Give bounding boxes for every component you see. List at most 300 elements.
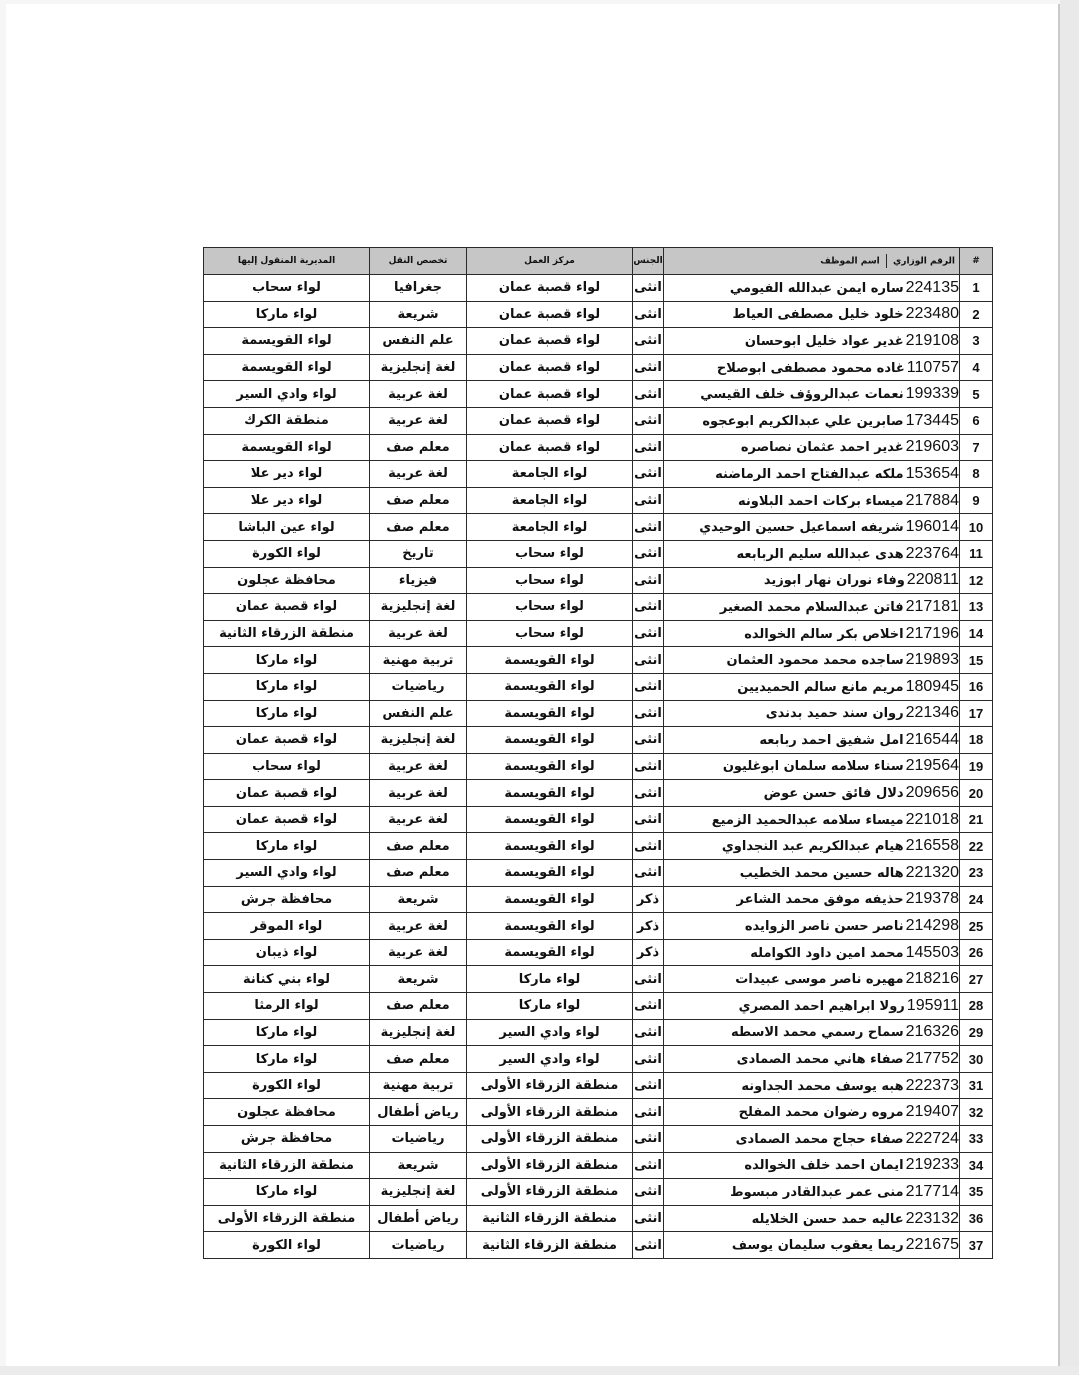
row-index: 5 [960, 381, 993, 408]
row-employee-name: ناصر حسن ناصر الزوايده [744, 919, 904, 935]
row-gender: انثى [633, 540, 664, 567]
row-employee-name: ريما يعقوب سليمان يوسف [731, 1238, 904, 1254]
row-index: 6 [960, 407, 993, 434]
row-directorate: لواء ماركا [204, 833, 370, 860]
row-index: 20 [960, 780, 993, 807]
row-id-name-cell [664, 301, 960, 328]
row-id-name-cell [664, 806, 960, 833]
row-id-name-cell [664, 540, 960, 567]
row-specialty: لغة إنجليزية [370, 1179, 467, 1206]
row-index: 14 [960, 620, 993, 647]
row-employee-id: 223764 [905, 544, 959, 562]
row-index: 26 [960, 939, 993, 966]
row-employee-id: 145503 [905, 943, 959, 961]
row-id-name-cell [664, 833, 960, 860]
row-gender: انثى [633, 673, 664, 700]
row-gender: انثى [633, 727, 664, 754]
row-id-name-cell [664, 1019, 960, 1046]
row-employee-name: ساره ايمن عبدالله الفيومي [729, 280, 904, 296]
row-specialty: لغة عربية [370, 461, 467, 488]
row-employee-id: 217752 [905, 1050, 959, 1068]
table-row [204, 567, 993, 594]
row-gender: انثى [633, 1019, 664, 1046]
row-index: 27 [960, 966, 993, 993]
row-employee-id: 224135 [905, 278, 959, 296]
row-work-center: لواء قصبة عمان [467, 434, 633, 461]
row-directorate: لواء القويسمة [204, 434, 370, 461]
row-employee-name: وفاء نوران نهار ابوزيد [763, 573, 905, 589]
row-gender: انثى [633, 354, 664, 381]
row-directorate: لواء دير علا [204, 487, 370, 514]
row-work-center: لواء القويسمة [467, 780, 633, 807]
row-directorate: لواء ماركا [204, 1019, 370, 1046]
row-id-name-cell [664, 780, 960, 807]
row-directorate: لواء الكورة [204, 1232, 370, 1259]
row-id-name-cell [664, 620, 960, 647]
row-employee-name: حذيفه موفق محمد الشاعر [736, 892, 904, 908]
row-id-name-cell [664, 1099, 960, 1126]
row-index: 21 [960, 806, 993, 833]
table-row [204, 939, 993, 966]
row-work-center: لواء وادي السير [467, 1046, 633, 1073]
table-row [204, 1019, 993, 1046]
row-employee-name: مهيره ناصر موسى عبيدات [735, 972, 904, 988]
row-employee-name: سماح رسمي محمد الاسطه [731, 1025, 904, 1041]
row-employee-name: ساجده محمد محمود العثمان [726, 653, 904, 669]
row-id-name-cell [664, 1126, 960, 1153]
row-employee-id: 222373 [905, 1076, 959, 1094]
table-row [204, 301, 993, 328]
row-directorate: لواء ماركا [204, 647, 370, 674]
row-employee-name: نعمات عبدالروؤف خلف القيسي [700, 387, 904, 403]
row-specialty: تربية مهنية [370, 647, 467, 674]
row-index: 1 [960, 275, 993, 302]
row-work-center: لواء القويسمة [467, 753, 633, 780]
row-directorate: لواء سحاب [204, 753, 370, 780]
row-index: 34 [960, 1152, 993, 1179]
row-gender: انثى [633, 1232, 664, 1259]
row-index: 22 [960, 833, 993, 860]
row-id-name-cell [664, 860, 960, 887]
row-employee-name: ملكه عبدالفتاح احمد الرماضنه [715, 466, 904, 482]
table-row [204, 727, 993, 754]
row-specialty: شريعة [370, 966, 467, 993]
row-gender: انثى [633, 860, 664, 887]
row-directorate: محافظة جرش [204, 886, 370, 913]
row-gender: انثى [633, 806, 664, 833]
row-gender: انثى [633, 1152, 664, 1179]
table-row [204, 860, 993, 887]
row-directorate: لواء القويسمة [204, 354, 370, 381]
row-directorate: منطقة الزرقاء الثانية [204, 1152, 370, 1179]
row-directorate: لواء سحاب [204, 275, 370, 302]
row-directorate: لواء قصبة عمان [204, 727, 370, 754]
row-specialty: رياضيات [370, 1232, 467, 1259]
scan-edge-right [1060, 0, 1079, 1375]
row-employee-id: 195911 [906, 996, 959, 1014]
row-specialty: شريعة [370, 1152, 467, 1179]
row-employee-id: 216326 [905, 1023, 959, 1041]
row-work-center: لواء القويسمة [467, 647, 633, 674]
row-id-name-cell [664, 328, 960, 355]
row-gender: انثى [633, 275, 664, 302]
row-specialty: شريعة [370, 886, 467, 913]
table-row [204, 833, 993, 860]
row-directorate: لواء ماركا [204, 1179, 370, 1206]
document-page [6, 4, 1060, 1366]
scan-edge-bottom [0, 1366, 1079, 1375]
row-specialty: لغة عربية [370, 780, 467, 807]
row-work-center: لواء قصبة عمان [467, 381, 633, 408]
row-directorate: لواء وادي السير [204, 381, 370, 408]
row-id-name-cell [664, 1232, 960, 1259]
row-work-center: لواء قصبة عمان [467, 407, 633, 434]
row-index: 19 [960, 753, 993, 780]
row-id-name-cell [664, 487, 960, 514]
row-id-name-cell [664, 275, 960, 302]
row-index: 4 [960, 354, 993, 381]
table-row [204, 328, 993, 355]
row-index: 12 [960, 567, 993, 594]
row-work-center: لواء قصبة عمان [467, 328, 633, 355]
row-id-name-cell [664, 434, 960, 461]
row-index: 35 [960, 1179, 993, 1206]
row-specialty: معلم صف [370, 860, 467, 887]
row-work-center: لواء الجامعة [467, 514, 633, 541]
table-row [204, 487, 993, 514]
row-index: 18 [960, 727, 993, 754]
row-specialty: تاريخ [370, 540, 467, 567]
row-id-name-cell [664, 886, 960, 913]
row-index: 8 [960, 461, 993, 488]
row-employee-id: 223480 [905, 305, 959, 323]
row-index: 28 [960, 993, 993, 1020]
row-specialty: معلم صف [370, 514, 467, 541]
row-employee-id: 217196 [905, 624, 959, 642]
table-row [204, 1126, 993, 1153]
row-gender: انثى [633, 594, 664, 621]
row-employee-name: روان سند حميد بدندى [765, 706, 904, 722]
row-id-name-cell [664, 700, 960, 727]
row-employee-id: 199339 [905, 385, 959, 403]
row-index: 31 [960, 1072, 993, 1099]
row-work-center: لواء الجامعة [467, 487, 633, 514]
row-gender: ذكر [633, 913, 664, 940]
table-row [204, 700, 993, 727]
row-work-center: لواء قصبة عمان [467, 301, 633, 328]
transfer-table-container [203, 247, 992, 1259]
row-index: 33 [960, 1126, 993, 1153]
row-id-name-cell [664, 753, 960, 780]
row-index: 24 [960, 886, 993, 913]
row-employee-name: هدى عبدالله سليم الربابعه [736, 546, 904, 562]
row-id-name-cell [664, 1179, 960, 1206]
row-index: 36 [960, 1205, 993, 1232]
row-employee-name: هاله حسين محمد الخطيب [739, 865, 904, 881]
row-id-name-cell [664, 939, 960, 966]
row-directorate: لواء وادي السير [204, 860, 370, 887]
row-directorate: لواء ذيبان [204, 939, 370, 966]
row-specialty: لغة عربية [370, 806, 467, 833]
table-row [204, 1152, 993, 1179]
row-work-center: لواء القويسمة [467, 673, 633, 700]
row-index: 23 [960, 860, 993, 887]
row-directorate: لواء قصبة عمان [204, 594, 370, 621]
row-gender: انثى [633, 1072, 664, 1099]
table-row [204, 434, 993, 461]
row-gender: انثى [633, 1126, 664, 1153]
transfer-table [203, 247, 993, 1259]
row-directorate: لواء دير علا [204, 461, 370, 488]
row-employee-id: 219378 [905, 890, 959, 908]
table-row [204, 275, 993, 302]
row-work-center: لواء سحاب [467, 540, 633, 567]
row-specialty: لغة عربية [370, 620, 467, 647]
row-employee-name: غدير احمد عثمان نصاصره [740, 440, 904, 456]
table-row [204, 966, 993, 993]
row-employee-id: 153654 [905, 464, 959, 482]
row-index: 30 [960, 1046, 993, 1073]
row-directorate: لواء ماركا [204, 1046, 370, 1073]
row-gender: انثى [633, 1179, 664, 1206]
row-specialty: رياضيات [370, 1126, 467, 1153]
row-employee-id: 219407 [905, 1103, 959, 1121]
table-body [204, 275, 993, 1259]
row-specialty: لغة عربية [370, 407, 467, 434]
row-specialty: لغة إنجليزية [370, 727, 467, 754]
row-index: 11 [960, 540, 993, 567]
row-employee-id: 223132 [905, 1209, 959, 1227]
row-index: 29 [960, 1019, 993, 1046]
table-row [204, 753, 993, 780]
row-specialty: لغة عربية [370, 939, 467, 966]
row-work-center: لواء القويسمة [467, 939, 633, 966]
row-gender: انثى [633, 620, 664, 647]
table-row [204, 780, 993, 807]
row-id-name-cell [664, 993, 960, 1020]
row-gender: انثى [633, 487, 664, 514]
row-work-center: منطقة الزرقاء الأولى [467, 1126, 633, 1153]
row-specialty: لغة عربية [370, 753, 467, 780]
table-row [204, 461, 993, 488]
row-specialty: معلم صف [370, 993, 467, 1020]
row-work-center: لواء القويسمة [467, 700, 633, 727]
row-employee-name: صابرين علي عبدالكريم ابوعجوه [702, 413, 904, 429]
table-row [204, 647, 993, 674]
header-id-name [664, 248, 960, 275]
row-gender: انثى [633, 833, 664, 860]
row-id-name-cell [664, 673, 960, 700]
row-id-name-cell [664, 594, 960, 621]
row-gender: انثى [633, 1099, 664, 1126]
row-id-name-cell [664, 727, 960, 754]
row-index: 2 [960, 301, 993, 328]
row-gender: انثى [633, 993, 664, 1020]
row-id-name-cell [664, 1205, 960, 1232]
header-specialty: تخصص النقل [370, 248, 467, 275]
header-name: اسم الموظف [820, 256, 880, 267]
row-directorate: لواء قصبة عمان [204, 806, 370, 833]
row-work-center: لواء القويسمة [467, 886, 633, 913]
table-row [204, 1046, 993, 1073]
row-index: 10 [960, 514, 993, 541]
table-row [204, 1232, 993, 1259]
row-id-name-cell [664, 1072, 960, 1099]
row-gender: انثى [633, 567, 664, 594]
row-employee-id: 222724 [905, 1129, 959, 1147]
table-row [204, 514, 993, 541]
row-employee-id: 216558 [905, 837, 959, 855]
row-work-center: لواء الجامعة [467, 461, 633, 488]
row-specialty: معلم صف [370, 434, 467, 461]
row-employee-name: دلال فائق حسن عوض [763, 786, 904, 802]
header-id: الرقم الوزاري [893, 256, 955, 267]
row-work-center: لواء وادي السير [467, 1019, 633, 1046]
row-directorate: لواء قصبة عمان [204, 780, 370, 807]
row-gender: انثى [633, 966, 664, 993]
row-employee-name: غاده محمود مصطفى ابوصلاح [716, 360, 905, 376]
row-directorate: لواء الكورة [204, 540, 370, 567]
row-employee-id: 221018 [905, 810, 959, 828]
table-row [204, 594, 993, 621]
row-employee-name: هيام عبدالكريم عبد النجداوي [721, 839, 904, 855]
header-center: مركز العمل [467, 248, 633, 275]
row-work-center: لواء سحاب [467, 594, 633, 621]
row-id-name-cell [664, 647, 960, 674]
row-gender: انثى [633, 381, 664, 408]
row-specialty: علم النفس [370, 328, 467, 355]
row-employee-id: 219603 [905, 438, 959, 456]
header-index: # [960, 248, 993, 275]
table-row [204, 354, 993, 381]
row-work-center: منطقة الزرقاء الأولى [467, 1099, 633, 1126]
row-employee-name: اخلاص بكر سالم الخوالده [744, 626, 904, 642]
row-id-name-cell [664, 514, 960, 541]
row-gender: انثى [633, 700, 664, 727]
row-specialty: جغرافيا [370, 275, 467, 302]
row-specialty: شريعة [370, 301, 467, 328]
row-index: 13 [960, 594, 993, 621]
row-directorate: لواء القويسمة [204, 328, 370, 355]
row-directorate: لواء ماركا [204, 673, 370, 700]
row-employee-id: 209656 [905, 784, 959, 802]
table-row [204, 913, 993, 940]
row-index: 32 [960, 1099, 993, 1126]
row-employee-id: 221346 [905, 704, 959, 722]
row-index: 3 [960, 328, 993, 355]
row-gender: انثى [633, 753, 664, 780]
row-work-center: لواء ماركا [467, 966, 633, 993]
row-directorate: محافظة عجلون [204, 1099, 370, 1126]
table-row [204, 381, 993, 408]
row-gender: انثى [633, 434, 664, 461]
row-employee-name: عاليه حمد حسن الخلايله [751, 1211, 904, 1227]
table-row [204, 1205, 993, 1232]
row-directorate: لواء بني كنانة [204, 966, 370, 993]
row-work-center: لواء القويسمة [467, 833, 633, 860]
row-gender: انثى [633, 301, 664, 328]
row-specialty: معلم صف [370, 487, 467, 514]
row-employee-id: 221320 [905, 863, 959, 881]
row-work-center: لواء القويسمة [467, 860, 633, 887]
row-employee-name: صفاء هاني محمد الصمادى [736, 1052, 904, 1068]
row-gender: انثى [633, 407, 664, 434]
row-work-center: لواء القويسمة [467, 727, 633, 754]
row-directorate: محافظة جرش [204, 1126, 370, 1153]
row-employee-id: 110757 [906, 358, 959, 376]
row-employee-id: 217884 [905, 491, 959, 509]
row-gender: انثى [633, 1046, 664, 1073]
row-employee-name: ميساء بركات احمد البلاونه [738, 493, 904, 509]
row-employee-name: شريفه اسماعيل حسين الوحيدي [699, 520, 904, 536]
row-specialty: لغة إنجليزية [370, 1019, 467, 1046]
row-specialty: لغة عربية [370, 913, 467, 940]
row-gender: انثى [633, 514, 664, 541]
row-gender: ذكر [633, 939, 664, 966]
row-specialty: لغة عربية [370, 381, 467, 408]
row-employee-id: 180945 [905, 677, 959, 695]
row-directorate: لواء ماركا [204, 700, 370, 727]
table-row [204, 620, 993, 647]
row-employee-name: فاتن عبدالسلام محمد الصغير [719, 599, 904, 615]
row-employee-id: 217714 [905, 1182, 959, 1200]
row-gender: انثى [633, 780, 664, 807]
row-specialty: معلم صف [370, 833, 467, 860]
row-employee-id: 216544 [905, 730, 959, 748]
table-row [204, 540, 993, 567]
row-employee-id: 218216 [905, 970, 959, 988]
row-employee-id: 221675 [905, 1236, 959, 1254]
row-employee-id: 219233 [905, 1156, 959, 1174]
table-row [204, 886, 993, 913]
row-work-center: منطقة الزرقاء الثانية [467, 1232, 633, 1259]
row-gender: انثى [633, 1205, 664, 1232]
row-directorate: محافظة عجلون [204, 567, 370, 594]
row-directorate: منطقة الكرك [204, 407, 370, 434]
row-employee-name: غدير عواد خليل ابوحسان [744, 333, 904, 349]
row-specialty: رياضيات [370, 673, 467, 700]
row-employee-id: 217181 [905, 597, 959, 615]
row-specialty: تربية مهنية [370, 1072, 467, 1099]
row-index: 7 [960, 434, 993, 461]
row-employee-name: ميساء سلامه عبدالحميد الزميع [711, 812, 904, 828]
table-header-row [204, 248, 993, 275]
row-directorate: لواء الموقر [204, 913, 370, 940]
row-employee-name: صفاء حجاج محمد الصمادى [735, 1131, 904, 1147]
row-id-name-cell [664, 407, 960, 434]
row-employee-name: مروه رضوان محمد المفلح [738, 1105, 904, 1121]
row-directorate: لواء الرمثا [204, 993, 370, 1020]
row-employee-name: محمد امين داود الكوامله [750, 945, 904, 961]
row-id-name-cell [664, 966, 960, 993]
row-index: 16 [960, 673, 993, 700]
row-directorate: لواء ماركا [204, 301, 370, 328]
row-employee-id: 219564 [905, 757, 959, 775]
row-gender: ذكر [633, 886, 664, 913]
row-id-name-cell [664, 567, 960, 594]
row-specialty: رياض أطفال [370, 1205, 467, 1232]
row-index: 15 [960, 647, 993, 674]
row-work-center: لواء سحاب [467, 620, 633, 647]
row-directorate: لواء الكورة [204, 1072, 370, 1099]
row-employee-id: 219893 [905, 651, 959, 669]
row-employee-name: امل شفيق احمد ربابعه [759, 732, 904, 748]
row-employee-name: منى عمر عبدالقادر مبسوط [730, 1184, 904, 1200]
table-row [204, 993, 993, 1020]
row-employee-id: 173445 [905, 411, 959, 429]
row-gender: انثى [633, 328, 664, 355]
row-work-center: لواء القويسمة [467, 806, 633, 833]
